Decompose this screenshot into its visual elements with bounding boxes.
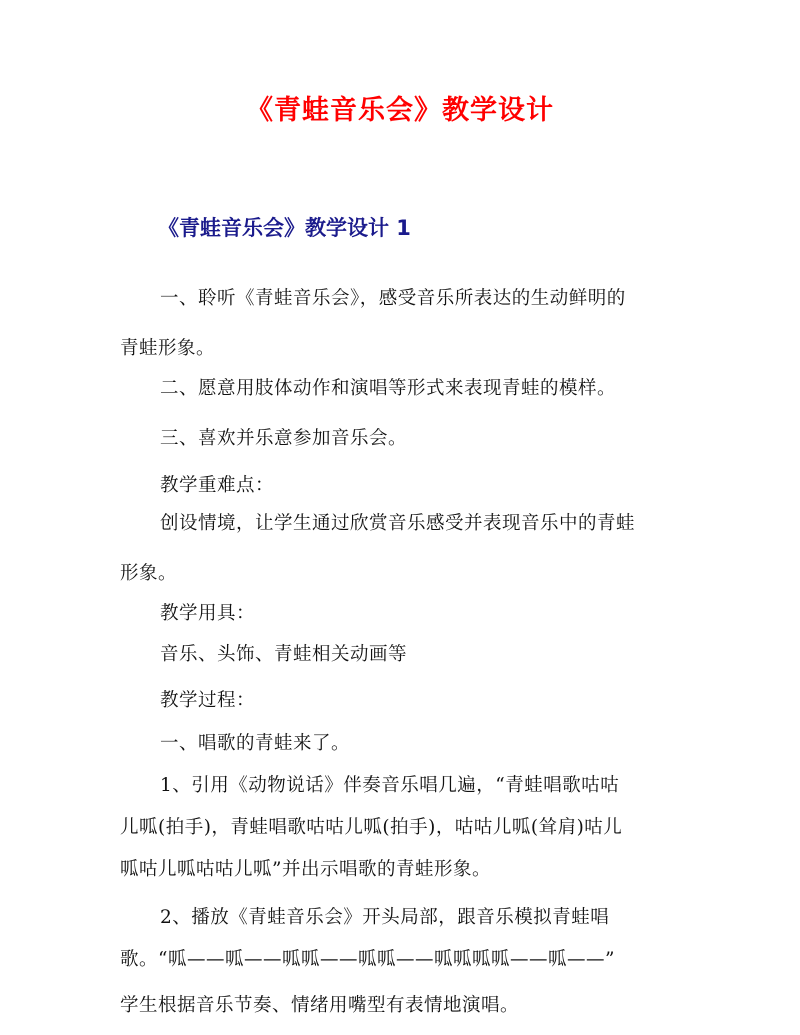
paragraph-line: 学生根据音乐节奏、情绪用嘴型有表情地演唱。 bbox=[120, 995, 520, 1016]
paragraph-line: 2、播放《青蛙音乐会》开头局部，跟音乐模拟青蛙唱 bbox=[160, 907, 610, 928]
paragraph-line: 儿呱(拍手)，青蛙唱歌咕咕儿呱(拍手)，咕咕儿呱(耸肩)咕儿 bbox=[120, 817, 623, 838]
document-title: 《青蛙音乐会》教学设计 bbox=[246, 95, 554, 126]
paragraph-line: 二、愿意用肢体动作和演唱等形式来表现青蛙的模样。 bbox=[160, 378, 617, 399]
paragraph-line: 一、唱歌的青蛙来了。 bbox=[160, 733, 351, 754]
paragraph-line: 青蛙形象。 bbox=[120, 338, 216, 359]
paragraph-line: 音乐、头饰、青蛙相关动画等 bbox=[160, 644, 408, 665]
paragraph-line: 形象。 bbox=[120, 563, 178, 584]
paragraph-line: 三、喜欢并乐意参加音乐会。 bbox=[160, 428, 408, 449]
paragraph-line: 1、引用《动物说话》伴奏音乐唱几遍，“青蛙唱歌咕咕 bbox=[160, 775, 620, 796]
paragraph-line: 教学用具： bbox=[160, 603, 256, 624]
paragraph-line: 创设情境，让学生通过欣赏音乐感受并表现音乐中的青蛙 bbox=[160, 513, 636, 534]
paragraph-line: 歌。“呱——呱——呱呱——呱呱——呱呱呱呱——呱——” bbox=[120, 949, 615, 970]
paragraph-line: 一、聆听《青蛙音乐会》，感受音乐所表达的生动鲜明的 bbox=[160, 288, 626, 309]
section-title: 《青蛙音乐会》教学设计 1 bbox=[158, 216, 411, 240]
paragraph-line: 呱咕儿呱咕咕儿呱”并出示唱歌的青蛙形象。 bbox=[120, 859, 491, 880]
paragraph-line: 教学重难点： bbox=[160, 475, 275, 496]
paragraph-line: 教学过程： bbox=[160, 690, 256, 711]
